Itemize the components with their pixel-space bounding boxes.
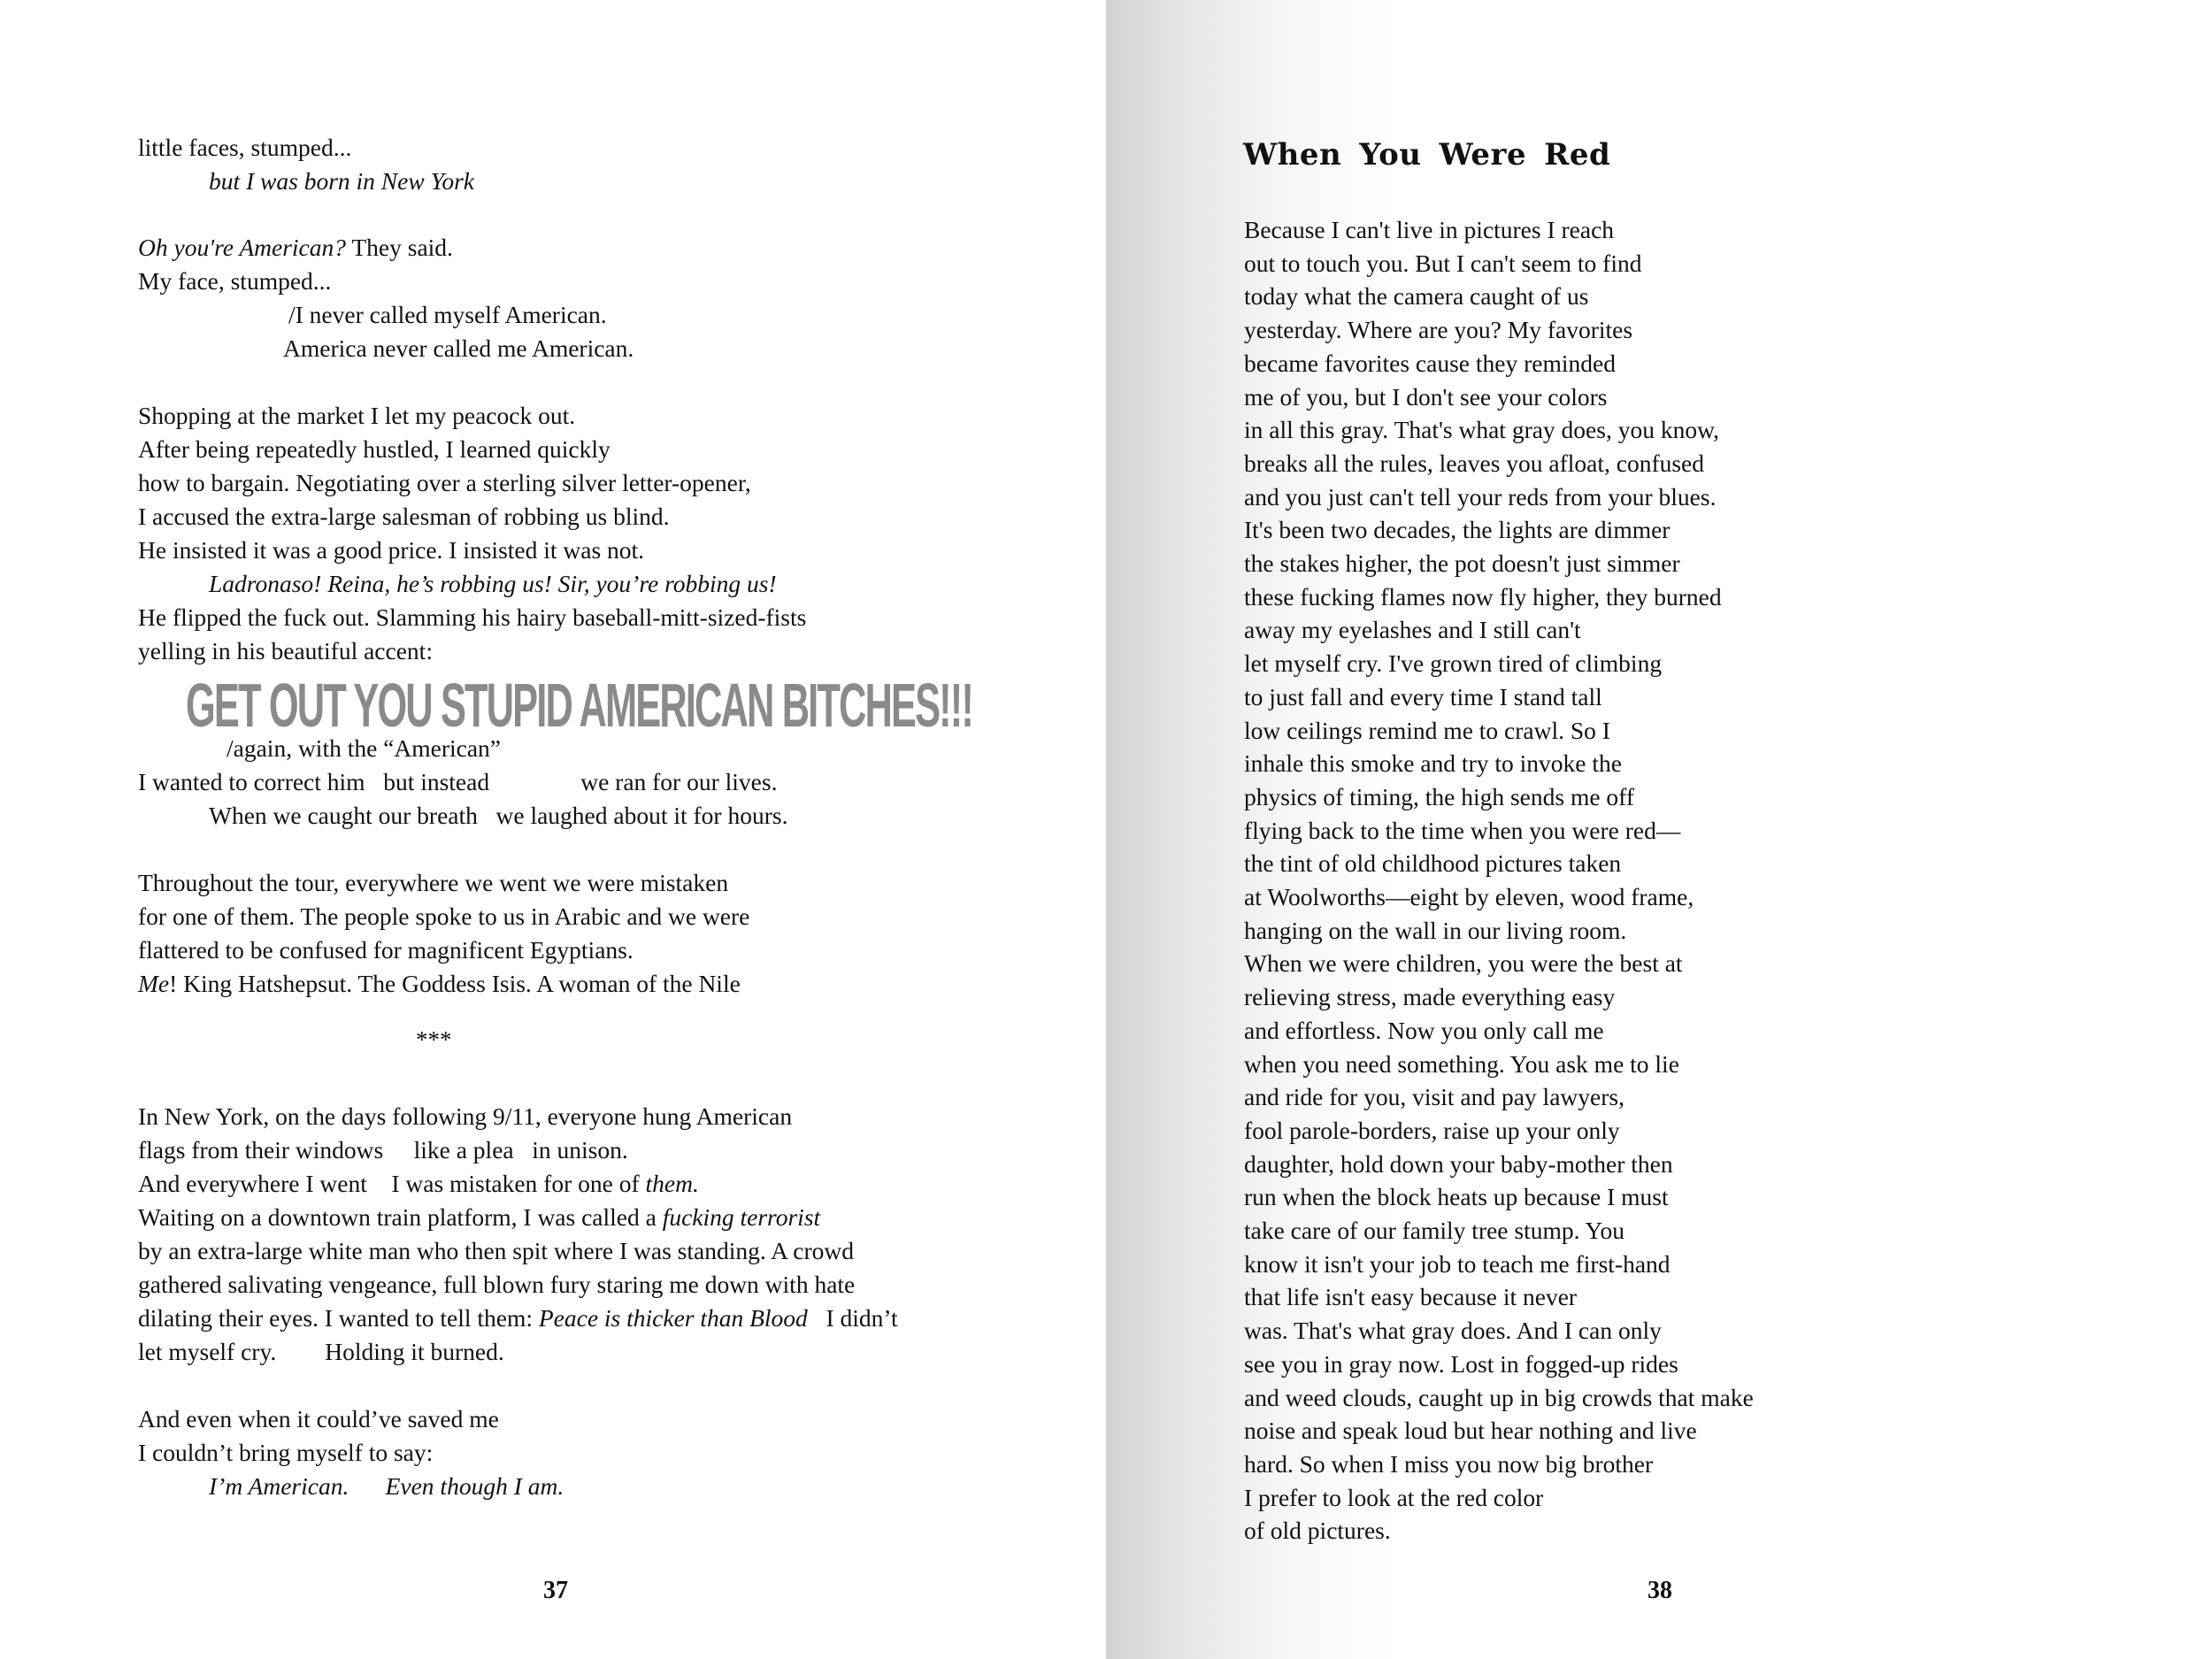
poem-line	[138, 967, 741, 1001]
poem-line: When we were children, you were the best at	[1244, 949, 1683, 978]
poem-line: low ceilings remind me to crawl. So I	[1244, 716, 1610, 744]
poem-line-segment: Waiting on a downtown train platform, I was called a	[138, 1203, 663, 1231]
poem-line: flying back to the time when you were red—	[1244, 816, 1681, 844]
poem-line: the tint of old childhood pictures taken	[1244, 849, 1622, 878]
poem-line: the stakes higher, the pot doesn't just simmer	[1244, 549, 1680, 577]
poem-line-segment: by an extra-large white man who then spit where I was standing. A crowd	[138, 1237, 855, 1264]
poem-line-segment: Peace is thicker than Blood	[538, 1304, 808, 1332]
poem-line	[138, 1234, 854, 1268]
title-word: Were	[1439, 137, 1527, 173]
page-number-right: 38	[1647, 1577, 1672, 1604]
poem-line	[138, 131, 351, 165]
poem-line-segment: /I never called myself American.	[288, 301, 607, 328]
poem-line-segment: After being repeatedly hustled, I learned quickly	[138, 435, 611, 463]
poem-line: me of you, but I don't see your colors	[1244, 382, 1608, 411]
poem-line-segment: let myself cry. Holding it burned.	[138, 1338, 504, 1365]
poem-line-segment: yelling in his beautiful accent:	[138, 637, 433, 664]
poem-line	[138, 900, 749, 933]
poem-line: relieving stress, made everything easy	[1244, 983, 1616, 1011]
poem-line: fool parole-borders, raise up your only	[1244, 1116, 1620, 1144]
poem-line-segment: dilating their eyes. I wanted to tell them:	[138, 1304, 539, 1332]
poem-line	[138, 399, 575, 433]
poem-line	[209, 567, 777, 601]
poem-line-segment: Throughout the tour, everywhere we went we were mistaken	[138, 869, 729, 896]
poem-line	[138, 601, 806, 634]
poem-line	[138, 534, 644, 567]
poem-line-segment: They said.	[346, 234, 453, 261]
poem-line: breaks all the rules, leaves you afloat, confused	[1244, 449, 1705, 477]
poem-line: noise and speak loud but hear nothing and live	[1244, 1417, 1697, 1445]
poem-line-segment: He insisted it was a good price. I insisted it was not.	[138, 536, 645, 564]
poem-line-segment: I wanted to correct him but instead we ran for our lives.	[138, 768, 778, 795]
title-word: You	[1359, 137, 1422, 173]
poem-line: was. That's what gray does. And I can only	[1244, 1317, 1662, 1345]
poem-line-segment: ! King Hatshepsut. The Goddess Isis. A woman of the Nile	[169, 970, 741, 997]
poem-line-segment: how to bargain. Negotiating over a sterling silver letter-opener,	[138, 469, 751, 496]
poem-line-segment: I didn’t	[807, 1304, 898, 1332]
right-page	[1106, 0, 2212, 1659]
poem-line	[138, 1167, 699, 1201]
poem-line	[209, 1470, 564, 1503]
poem-line: when you need something. You ask me to lie	[1244, 1049, 1679, 1078]
poem-line: let myself cry. I've grown tired of climbing	[1244, 649, 1663, 678]
poem-line: take care of our family tree stump. You	[1244, 1217, 1624, 1244]
poem-line: inhale this smoke and try to invoke the	[1244, 749, 1622, 778]
poem-line: out to touch you. But I can't seem to find	[1244, 249, 1642, 277]
poem-line	[138, 1268, 855, 1302]
poem-line-segment: gathered salivating vengeance, full blown fury staring me down with hate	[138, 1271, 856, 1298]
poem-line	[138, 634, 433, 668]
poem-line-segment: Ladronaso! Reina, he’s robbing us! Sir, you’re robbing us!	[209, 570, 777, 597]
poem-line: run when the block heats up because I must	[1244, 1183, 1669, 1211]
poem-line-segment: little faces, stumped...	[138, 134, 352, 161]
shouted-line: GET OUT YOU STUPID AMERICAN BITCHES!!!	[186, 671, 972, 740]
poem-line-segment: He flipped the fuck out. Slamming his hairy baseball-mitt-sized-fists	[138, 603, 807, 631]
poem-line	[138, 1436, 433, 1470]
poem-line: Because I can't live in pictures I reach	[1244, 216, 1615, 243]
poem-line	[138, 1402, 499, 1436]
poem-line: away my eyelashes and I still can't	[1244, 616, 1581, 644]
poem-line: know it isn't your job to teach me first-hand	[1244, 1249, 1671, 1278]
poem-line: and effortless. Now you only call me	[1244, 1016, 1604, 1044]
poem-line: these fucking flames now fly higher, they burned	[1244, 582, 1722, 611]
poem-line-segment: Shopping at the market I let my peacock out.	[138, 402, 576, 429]
poem-line: physics of timing, the high sends me off	[1244, 782, 1634, 810]
poem-line-segment: I accused the extra-large salesman of robbing us blind.	[138, 503, 670, 530]
poem-title	[1243, 137, 1610, 173]
poem-line: of old pictures.	[1244, 1517, 1391, 1545]
poem-line-segment: I couldn’t bring myself to say:	[138, 1439, 434, 1466]
poem-line	[138, 1201, 820, 1234]
poem-line	[138, 1133, 628, 1167]
section-separator: ***	[416, 1026, 452, 1053]
poem-line: hard. So when I miss you now big brother	[1244, 1449, 1654, 1478]
title-word: Red	[1544, 137, 1611, 173]
poem-line: at Woolworths—eight by eleven, wood frame,	[1244, 883, 1694, 910]
poem-line	[209, 799, 787, 833]
poem-line-segment: but I was born in New York	[209, 167, 475, 195]
poem-line-segment: Oh you're American?	[138, 234, 346, 261]
poem-line-segment: Me	[138, 970, 170, 997]
poem-line	[283, 332, 634, 365]
poem-line-segment: /again, with the “American”	[227, 734, 502, 762]
poem-line	[138, 500, 669, 534]
poem-line-segment: When we caught our breath we laughed about it for hours.	[209, 802, 788, 829]
page-number-left: 37	[543, 1577, 568, 1604]
poem-line	[138, 231, 453, 265]
poem-line-segment: flags from their windows like a plea in unison.	[138, 1136, 628, 1164]
poem-line: It's been two decades, the lights are dimmer	[1244, 516, 1671, 544]
poem-line	[138, 466, 751, 500]
poem-line-segment: In New York, on the days following 9/11, everyone hung American	[138, 1102, 793, 1130]
poem-line	[138, 866, 728, 900]
poem-line: became favorites cause they reminded	[1244, 349, 1616, 377]
poem-line	[138, 265, 331, 298]
poem-line-segment: for one of them. The people spoke to us in Arabic and we were	[138, 902, 750, 930]
poem-line: that life isn't easy because it never	[1244, 1283, 1578, 1311]
poem-line	[138, 433, 611, 466]
poem-line	[288, 298, 607, 332]
poem-line-segment: fucking terrorist	[662, 1203, 821, 1231]
poem-line-segment: them.	[645, 1170, 699, 1197]
poem-line: hanging on the wall in our living room.	[1244, 916, 1627, 944]
poem-line	[138, 765, 777, 799]
poem-line	[138, 1335, 504, 1369]
poem-line: today what the camera caught of us	[1244, 282, 1589, 311]
poem-line-segment: flattered to be confused for magnificent Egyptians.	[138, 936, 634, 964]
poem-line-segment: My face, stumped...	[138, 267, 332, 295]
poem-line: and ride for you, visit and pay lawyers,	[1244, 1083, 1624, 1111]
poem-line: see you in gray now. Lost in fogged-up rides	[1244, 1349, 1678, 1378]
poem-line-segment: America never called me American.	[283, 334, 634, 362]
poem-line: to just fall and every time I stand tall	[1244, 682, 1602, 710]
poem-line: yesterday. Where are you? My favorites	[1244, 316, 1633, 344]
poem-line: daughter, hold down your baby-mother then	[1244, 1149, 1673, 1178]
poem-line	[209, 165, 474, 198]
poem-line: I prefer to look at the red color	[1244, 1483, 1544, 1511]
poem-line	[138, 1302, 898, 1335]
poem-line: and you just can't tell your reds from your blues.	[1244, 482, 1717, 511]
poem-line: in all this gray. That's what gray does, you know,	[1244, 416, 1720, 444]
poem-line: and weed clouds, caught up in big crowds that make	[1244, 1383, 1754, 1411]
poem-line-segment: I’m American. Even though I am.	[209, 1472, 565, 1500]
title-word: When	[1243, 137, 1342, 173]
poem-line	[138, 1100, 792, 1133]
poem-line-segment: And everywhere I went I was mistaken for one of	[138, 1170, 646, 1197]
poem-line	[138, 933, 634, 967]
poem-line-segment: And even when it could’ve saved me	[138, 1405, 499, 1432]
